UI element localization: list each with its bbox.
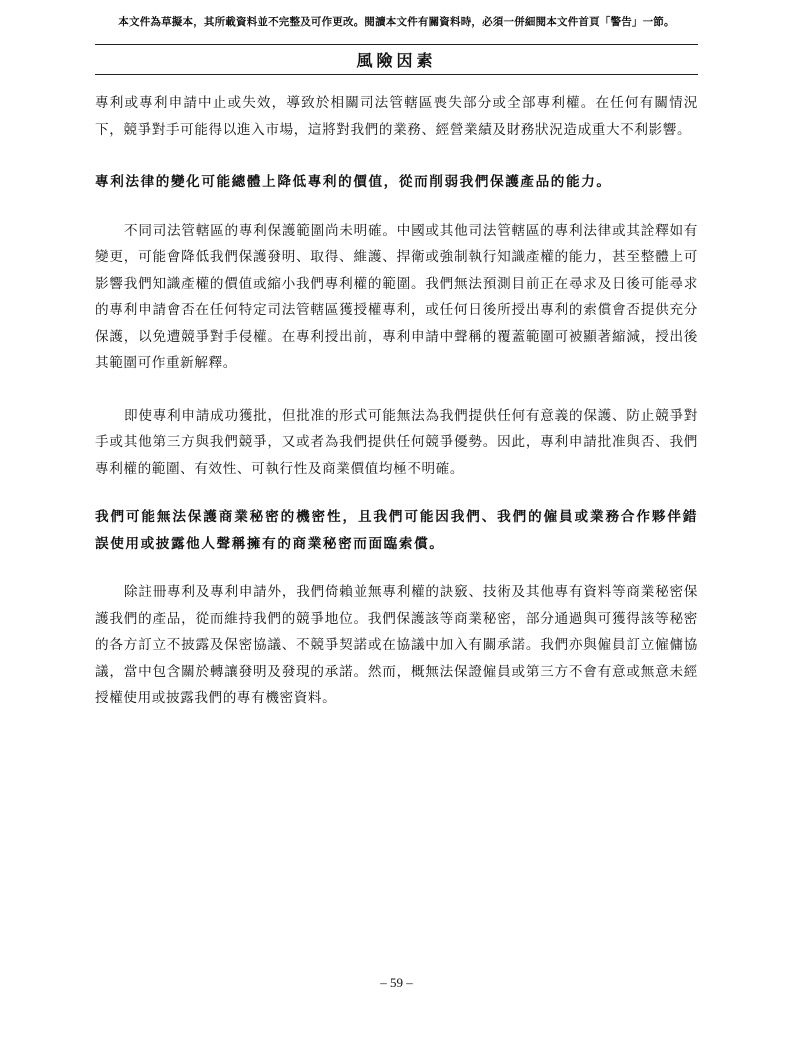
paragraph-trade-secrets: 除註冊專利及專利申請外，我們倚賴並無專利權的訣竅、技術及其他專有資料等商業秘密保護我們的產品，從而維持我們的競爭地位。我們保護該等商業秘密，部分通過與可獲得該等秘密的各方訂立不披露及保密協議、不競爭契諾或在協議中加入有關承諾。我們亦與僱員訂立僱傭協議，當中包含關於轉讓發明及發現的承諾。然而，概無法保證僱員或第三方不會有意或無意未經授權使用或披露我們的專有機密資料。 <box>95 584 698 706</box>
risk-heading-patent-law: 專利法律的變化可能總體上降低專利的價值，從而削弱我們保護產品的能力。 <box>95 174 612 190</box>
paragraph-patent-approval: 即使專利申請成功獲批，但批准的形式可能無法為我們提供任何有意義的保護、防止競爭對手或其他第三方與我們競爭，又或者為我們提供任何競爭優勢。因此，專利申請批准與否、我們專利權的範圍、有效性、可執行性及商業價值均極不明確。 <box>95 407 698 477</box>
header-rule-bottom <box>95 74 698 75</box>
draft-disclaimer: 本文件為草擬本，其所載資料並不完整及可作更改。閱讀本文件有關資料時，必須一併細閱本文件首頁「警告」一節。 <box>118 16 675 28</box>
header-rule-top <box>95 44 698 45</box>
page-number: – 59 – <box>380 975 413 990</box>
risk-heading-trade-secrets: 我們可能無法保護商業秘密的機密性，且我們可能因我們、我們的僱員或業務合作夥伴錯誤使用或披露他人聲稱擁有的商業秘密而面臨索償。 <box>95 509 698 552</box>
paragraph-patent-scope: 不同司法管轄區的專利保護範圍尚未明確。中國或其他司法管轄區的專利法律或其詮釋如有變更，可能會降低我們保護發明、取得、維護、捍衛或強制執行知識產權的能力，甚至整體上可影響我們知識產權的價值或縮小我們專利權的範圍。我們無法預測目前正在尋求及日後可能尋求的專利申請會否在任何特定司法管轄區獲授權專利，或任何日後所授出專利的索償會否提供充分保護，以免遭競爭對手侵權。在專利授出前，專利申請中聲稱的覆蓋範圍可被顯著縮減，授出後其範圍可作重新解釋。 <box>95 222 698 371</box>
document-page <box>95 0 698 1058</box>
document-body <box>95 90 698 712</box>
intro-paragraph: 專利或專利申請中止或失效，導致於相關司法管轄區喪失部分或全部專利權。在任何有關情況下，競爭對手可能得以進入市場，這將對我們的業務、經營業績及財務狀況造成重大不利影響。 <box>95 95 698 138</box>
section-title: 風險因素 <box>356 51 437 70</box>
